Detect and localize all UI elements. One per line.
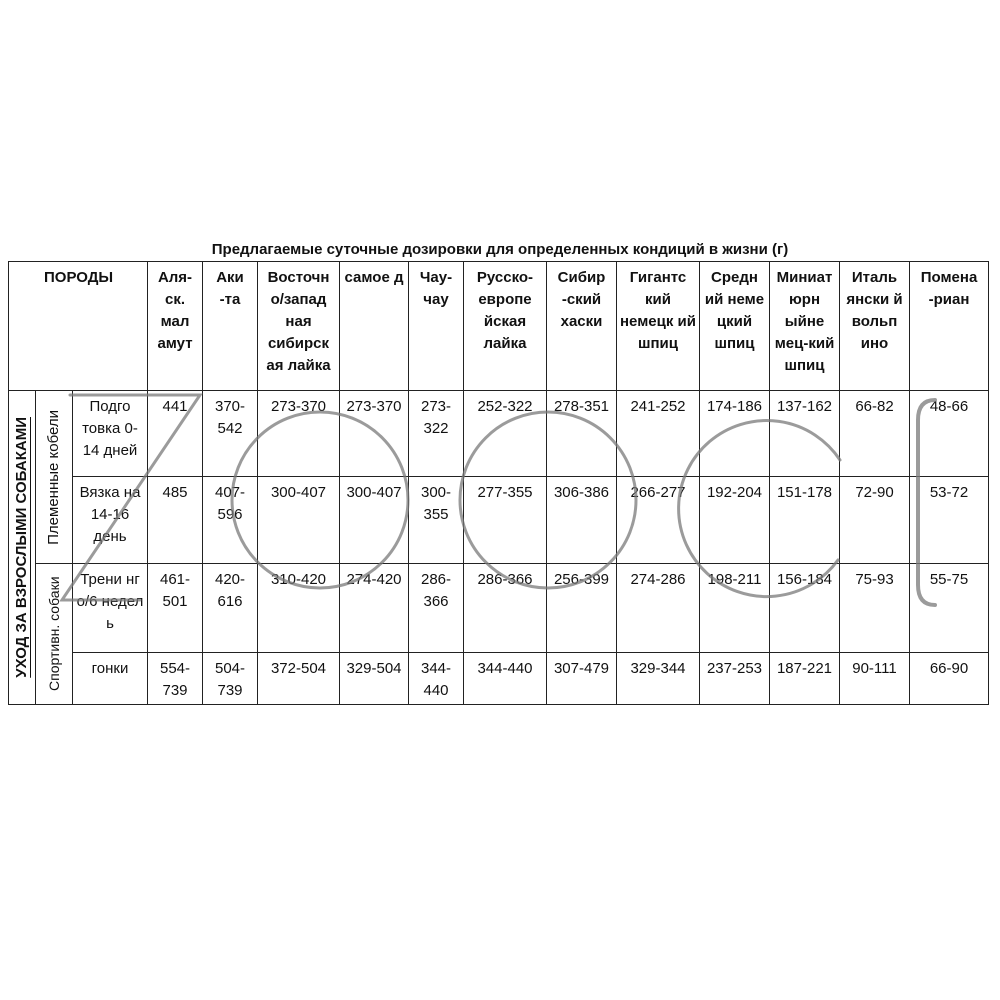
cell: 420-616 xyxy=(203,564,258,653)
cell: 137-162 xyxy=(770,391,840,477)
cell: 300-355 xyxy=(409,477,464,564)
cell: 252-322 xyxy=(464,391,547,477)
col-header: Гигантс кий немецк ий шпиц xyxy=(617,262,700,391)
cell: 66-82 xyxy=(840,391,910,477)
col-header: Помена -риан xyxy=(910,262,989,391)
row-label: гонки xyxy=(73,653,148,705)
col-header: Русско-европе йская лайка xyxy=(464,262,547,391)
cell: 273-370 xyxy=(340,391,409,477)
cell: 266-277 xyxy=(617,477,700,564)
table-row xyxy=(9,477,989,564)
col-header: Средн ий неме цкий шпиц xyxy=(700,262,770,391)
table-title: Предлагаемые суточные дозировки для определенных кондиций в жизни (г) xyxy=(211,241,789,258)
cell: 273-370 xyxy=(258,391,340,477)
row-label: Вязка на 14-16 день xyxy=(73,477,148,564)
main-side-text: УХОД ЗА ВЗРОСЛЫМИ СОБАКАМИ xyxy=(13,417,30,678)
row-label: Подго товка 0-14 дней xyxy=(73,391,148,477)
cell: 441 xyxy=(148,391,203,477)
cell: 329-504 xyxy=(340,653,409,705)
group-breeding-text: Племенные кобели xyxy=(45,409,62,545)
cell: 329-344 xyxy=(617,653,700,705)
main-side-label xyxy=(9,391,36,705)
cell: 192-204 xyxy=(700,477,770,564)
cell: 55-75 xyxy=(910,564,989,653)
cell: 286-366 xyxy=(464,564,547,653)
col-header: самое д xyxy=(340,262,409,391)
col-header: Сибир -ский хаски xyxy=(547,262,617,391)
table-row xyxy=(9,653,989,705)
cell: 278-351 xyxy=(547,391,617,477)
cell: 344-440 xyxy=(409,653,464,705)
cell: 53-72 xyxy=(910,477,989,564)
cell: 241-252 xyxy=(617,391,700,477)
cell: 504-739 xyxy=(203,653,258,705)
col-header: Италь янски й вольп ино xyxy=(840,262,910,391)
col-header: Аля-ск. мал амут xyxy=(148,262,203,391)
cell: 485 xyxy=(148,477,203,564)
cell: 372-504 xyxy=(258,653,340,705)
cell: 370-542 xyxy=(203,391,258,477)
cell: 274-420 xyxy=(340,564,409,653)
cell: 277-355 xyxy=(464,477,547,564)
cell: 344-440 xyxy=(464,653,547,705)
cell: 256-399 xyxy=(547,564,617,653)
col-header: Чау-чау xyxy=(409,262,464,391)
header-row xyxy=(9,262,989,391)
cell: 66-90 xyxy=(910,653,989,705)
cell: 307-479 xyxy=(547,653,617,705)
cell: 300-407 xyxy=(258,477,340,564)
dosage-table xyxy=(8,261,989,705)
cell: 48-66 xyxy=(910,391,989,477)
col-header: Миниатюрн ыйне мец-кий шпиц xyxy=(770,262,840,391)
cell: 306-386 xyxy=(547,477,617,564)
group-breeding-label xyxy=(36,391,73,564)
cell: 273-322 xyxy=(409,391,464,477)
cell: 90-111 xyxy=(840,653,910,705)
cell: 156-184 xyxy=(770,564,840,653)
group-sport-text: Спортивн. собаки xyxy=(45,576,62,692)
cell: 310-420 xyxy=(258,564,340,653)
cell: 198-211 xyxy=(700,564,770,653)
breeds-header: ПОРОДЫ xyxy=(9,262,148,391)
group-sport-label xyxy=(36,564,73,705)
cell: 174-186 xyxy=(700,391,770,477)
table-row xyxy=(9,391,989,477)
cell: 286-366 xyxy=(409,564,464,653)
cell: 274-286 xyxy=(617,564,700,653)
cell: 187-221 xyxy=(770,653,840,705)
cell: 72-90 xyxy=(840,477,910,564)
cell: 75-93 xyxy=(840,564,910,653)
cell: 461-501 xyxy=(148,564,203,653)
col-header: Восточн о/запад ная сибирск ая лайка xyxy=(258,262,340,391)
cell: 407-596 xyxy=(203,477,258,564)
table-row xyxy=(9,564,989,653)
cell: 300-407 xyxy=(340,477,409,564)
col-header: Аки -та xyxy=(203,262,258,391)
row-label: Трени нг о/6 недел ь xyxy=(73,564,148,653)
cell: 151-178 xyxy=(770,477,840,564)
cell: 237-253 xyxy=(700,653,770,705)
cell: 554-739 xyxy=(148,653,203,705)
